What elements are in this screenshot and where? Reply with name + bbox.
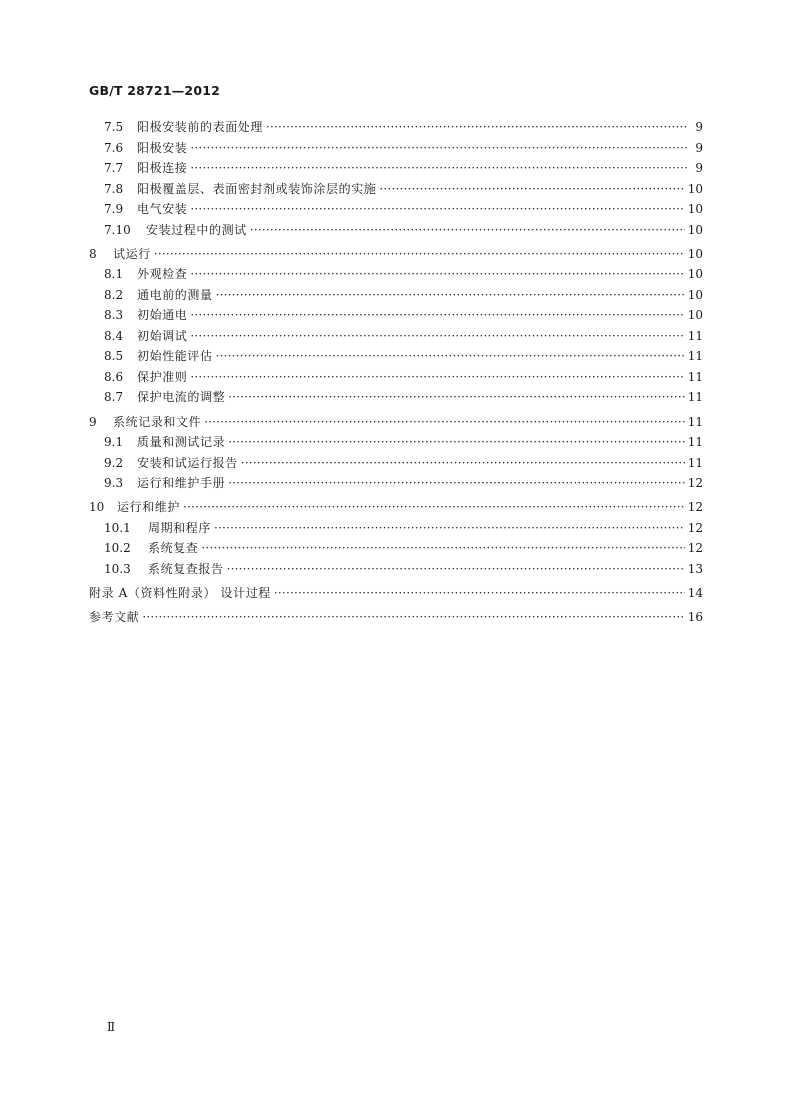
toc-entry-number: 9.3: [104, 476, 124, 491]
toc-entry[interactable]: [89, 305, 703, 326]
toc-entry-number: 7.7: [104, 161, 124, 175]
toc-entry-number: 8.1: [104, 267, 124, 282]
toc-entry-title: 初始通电: [137, 308, 188, 323]
toc-chapter-title: 系统记录和文件: [113, 414, 202, 429]
toc-entry-page: 11: [687, 328, 703, 343]
toc-leader-dots: [228, 387, 685, 408]
toc-leader-dots: [250, 220, 685, 241]
toc-leader-dots: [228, 432, 685, 453]
toc-leader-dots: [241, 453, 685, 474]
toc-entry-title: 初始性能评估: [137, 349, 213, 364]
toc-references-page: 16: [687, 610, 703, 625]
toc-entry-page: 10: [687, 181, 703, 196]
toc-entry[interactable]: [89, 387, 703, 408]
toc-leader-dots: [227, 559, 685, 580]
toc-entry-page: 9: [695, 120, 703, 134]
toc-appendix-page: 14: [687, 586, 703, 601]
toc-chapter[interactable]: [89, 497, 703, 518]
toc-leader-dots: [216, 285, 685, 306]
toc-leader-dots: [190, 305, 684, 326]
toc-entry-number: 7.8: [104, 181, 124, 196]
toc-chapter-number: 9: [89, 414, 97, 429]
toc-entry-number: 8.4: [104, 328, 124, 343]
toc-entry-title: 阳极安装: [137, 140, 188, 155]
toc-leader-dots: [190, 199, 684, 220]
toc-entry-page: 9: [695, 161, 703, 175]
toc-references[interactable]: [89, 607, 703, 628]
toc-entry-page: 10: [687, 267, 703, 282]
toc-entry[interactable]: [89, 158, 703, 179]
toc-leader-dots: [214, 518, 685, 539]
toc-leader-dots: [190, 367, 684, 388]
toc-entry-title: 阳极覆盖层、表面密封剂或装饰涂层的实施: [137, 181, 377, 196]
toc-entry[interactable]: [89, 518, 703, 539]
toc-entry-number: 9.2: [104, 455, 124, 470]
toc-entry-title: 运行和维护手册: [137, 476, 226, 491]
toc-chapter[interactable]: [89, 412, 703, 433]
toc-entry-page: 11: [687, 369, 703, 384]
toc-entry-number: 9.1: [104, 435, 124, 450]
toc-entry-title: 阳极连接: [137, 161, 188, 175]
toc-entry-title: 外观检查: [137, 267, 188, 282]
toc-entry-title: 质量和测试记录: [137, 435, 226, 450]
toc-entry-number: 8.6: [104, 369, 124, 384]
toc-entry-number: 10.1: [104, 520, 131, 535]
toc-entry-page: 12: [687, 476, 703, 491]
standard-number: GB/T 28721—2012: [89, 83, 221, 98]
toc-entry[interactable]: [89, 346, 703, 367]
toc-chapter-page: 10: [687, 246, 703, 261]
toc-entry-number: 7.6: [104, 140, 124, 155]
toc-entry-number: 7.5: [104, 120, 124, 134]
toc-entry[interactable]: [89, 559, 703, 580]
toc-appendix-title: 附录 A（资料性附录） 设计过程: [89, 586, 271, 601]
toc-entry-title: 电气安装: [137, 202, 188, 216]
toc-leader-dots: [201, 538, 684, 559]
toc-entry[interactable]: [89, 453, 703, 474]
toc-entry-number: 10.3: [104, 561, 131, 576]
toc-appendix[interactable]: [89, 583, 703, 604]
toc-entry-page: 9: [695, 140, 703, 155]
toc-entry-page: 10: [687, 308, 703, 323]
toc-leader-dots: [379, 179, 684, 200]
toc-entry-number: 7.9: [104, 202, 124, 216]
toc-entry-title: 阳极安装前的表面处理: [137, 120, 264, 134]
toc-entry[interactable]: [89, 199, 703, 220]
toc-entry-page: 13: [687, 561, 703, 576]
toc-leader-dots: [190, 138, 688, 159]
toc-entry-title: 周期和程序: [148, 520, 212, 535]
toc-leader-dots: [190, 264, 684, 285]
toc-chapter[interactable]: [89, 244, 703, 265]
toc-leader-dots: [190, 326, 684, 347]
toc-entry-title: 初始调试: [137, 328, 188, 343]
toc-entry-page: 11: [687, 455, 703, 470]
toc-entry[interactable]: [89, 179, 703, 200]
toc-entry-page: 12: [687, 541, 703, 556]
toc-entry[interactable]: [89, 432, 703, 453]
toc-entry-title: 保护准则: [137, 369, 188, 384]
toc-entry-title: 保护电流的调整: [137, 390, 226, 405]
toc-entry-number: 8.2: [104, 287, 124, 302]
toc-entry-page: 10: [687, 287, 703, 302]
toc-leader-dots: [142, 607, 684, 628]
toc-entry-number: 8.7: [104, 390, 124, 405]
toc-entry[interactable]: [89, 367, 703, 388]
toc-entry-number: 8.5: [104, 349, 124, 364]
toc-leader-dots: [154, 244, 685, 265]
toc-entry-number: 8.3: [104, 308, 124, 323]
page-number: Ⅱ: [107, 1020, 116, 1034]
toc-leader-dots: [274, 583, 685, 604]
toc-leader-dots: [204, 412, 685, 433]
toc-entry-page: 12: [687, 520, 703, 535]
toc-chapter-page: 11: [687, 414, 703, 429]
toc-entry[interactable]: [89, 117, 703, 138]
toc-entry[interactable]: [89, 326, 703, 347]
toc-entry-title: 系统复查: [148, 541, 199, 556]
toc-chapter-number: 10: [89, 500, 105, 515]
toc-leader-dots: [190, 158, 688, 179]
toc-entry-title: 安装过程中的测试: [146, 222, 247, 237]
toc-entry-title: 系统复查报告: [148, 561, 224, 576]
toc-entry[interactable]: [89, 285, 703, 306]
toc-leader-dots: [183, 497, 685, 518]
toc-entry[interactable]: [89, 138, 703, 159]
toc-leader-dots: [228, 473, 685, 494]
toc-references-title: 参考文献: [89, 610, 140, 625]
toc-chapter-number: 8: [89, 246, 97, 261]
toc-entry-page: 10: [687, 202, 703, 216]
table-of-contents: [89, 117, 703, 628]
toc-leader-dots: [266, 117, 688, 138]
toc-chapter-title: 试运行: [113, 246, 151, 261]
toc-entry-number: 7.10: [104, 222, 131, 237]
toc-entry-title: 通电前的测量: [137, 287, 213, 302]
toc-leader-dots: [216, 346, 685, 367]
toc-entry-title: 安装和试运行报告: [137, 455, 238, 470]
toc-entry[interactable]: [89, 538, 703, 559]
toc-entry-page: 11: [687, 390, 703, 405]
toc-entry-page: 11: [687, 435, 703, 450]
toc-chapter-title: 运行和维护: [117, 500, 181, 515]
toc-entry[interactable]: [89, 220, 703, 241]
toc-chapter-page: 12: [687, 500, 703, 515]
toc-entry-number: 10.2: [104, 541, 131, 556]
toc-entry-page: 10: [687, 222, 703, 237]
toc-entry[interactable]: [89, 264, 703, 285]
toc-entry[interactable]: [89, 473, 703, 494]
toc-entry-page: 11: [687, 349, 703, 364]
